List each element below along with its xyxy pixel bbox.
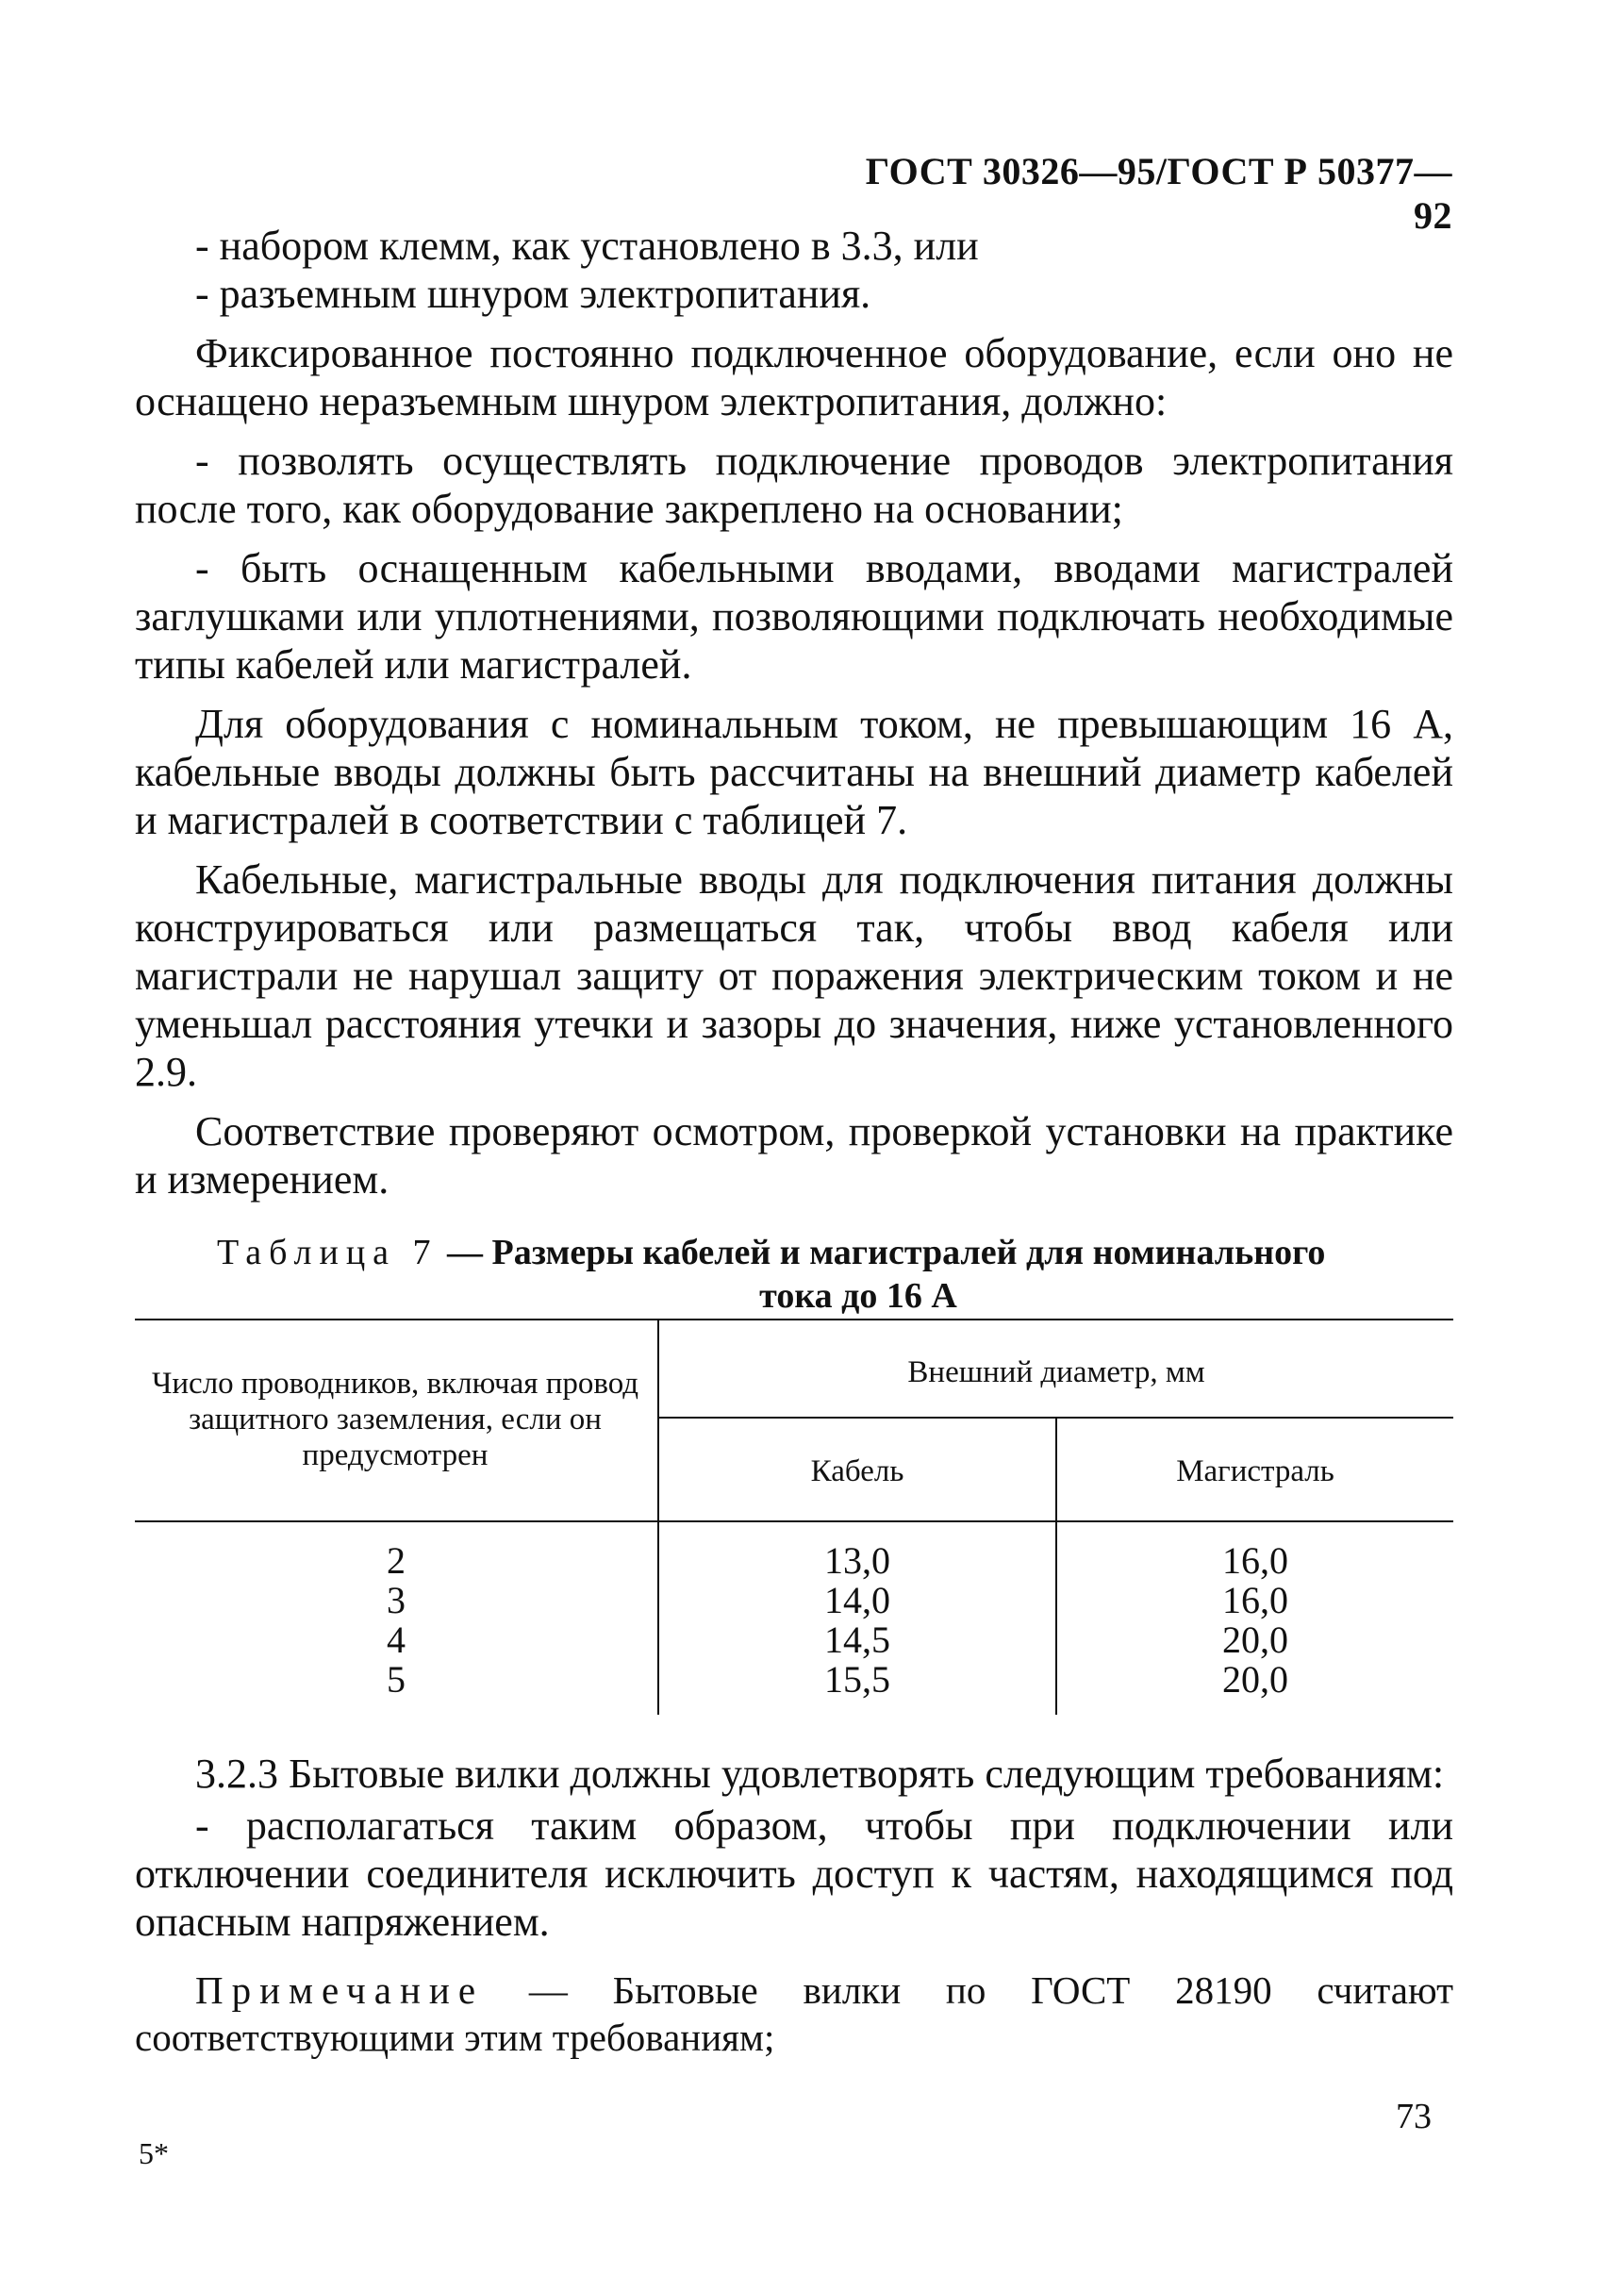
sheet-mark: 5* [139,2136,169,2170]
table-cell-trunk: 20,0 [1222,1658,1288,1701]
list-item-cable-entries: - быть оснащенным кабельными вводами, вводами магистралей заглушками или уплотнениями, позволяющими подключать необходимые типы кабелей или магистралей. [135,545,1453,688]
table-cell-cable: 14,5 [824,1619,890,1661]
table-caption-title-line1: — Размеры кабелей и магистралей для номинального [447,1233,1326,1272]
table-cell-cable: 14,0 [824,1579,890,1621]
table-header-bottom-rule [135,1520,1453,1522]
table-cell-cable: 13,0 [824,1539,890,1582]
list-item-allow-connection: - позволять осуществлять подключение проводов электропитания после того, как оборудование закреплено на основании; [135,438,1453,532]
list-item-detachable-cord: - разъемным шнуром электропитания. [195,271,871,317]
table-caption [217,1231,1443,1318]
table-cell-conductors: 3 [387,1579,406,1621]
paragraph-compliance-check: Соответствие проверяют осмотром, проверкой установки на практике и измерением. [135,1108,1453,1203]
table-top-rule [135,1319,1453,1320]
table-cell-conductors: 4 [387,1619,406,1661]
note [135,1967,1453,2061]
paragraph-fixed-equipment: Фиксированное постоянно подключенное оборудование, если оно не оснащено неразъемным шнуром электропитания, должно: [135,330,1453,424]
standard-header: ГОСТ 30326—95/ГОСТ Р 50377—92 [865,150,1452,237]
table-cell-trunk: 20,0 [1222,1619,1288,1661]
list-item-plug-placement: - располагаться таким образом, чтобы при подключении или отключении соединителя исключить доступ к частям, находящимся под опасным напряжением. [135,1802,1453,1945]
table-cell-conductors: 5 [387,1658,406,1701]
after-table-text [135,1750,1453,2061]
body-text [135,222,1453,1204]
list-item-terminals: - набором клемм, как установлено в 3.3, или [195,223,979,269]
note-label: Примечание [195,1968,485,2012]
table-header-cable: Кабель [810,1454,904,1488]
table-cell-trunk: 16,0 [1222,1579,1288,1621]
table-caption-label: Таблица 7 [217,1233,439,1272]
table-cell-cable: 15,5 [824,1658,890,1701]
paragraph-rated-current: Для оборудования с номинальным током, не превышающим 16 А, кабельные вводы должны быть рассчитаны на внешний диаметр кабелей и магистралей в соответствии с таблицей 7. [135,701,1453,843]
page-number: 73 [1396,2097,1432,2136]
table-cable-sizes [135,1319,1453,1715]
table-cell-conductors: 2 [387,1539,406,1582]
table-cell-trunk: 16,0 [1222,1539,1288,1582]
clause-3-2-3: 3.2.3 Бытовые вилки должны удовлетворять следующим требованиям: [195,1751,1445,1797]
table-header-outer-diameter: Внешний диаметр, мм [907,1355,1205,1389]
table-caption-title-line2: тока до 16 А [759,1276,957,1316]
table-header-conductors: Число проводников, включая провод защитного заземления, если он предусмотрен [151,1367,639,1472]
paragraph-cable-entry-design: Кабельные, магистральные вводы для подключения питания должны конструироваться или размещаться так, чтобы ввод кабеля или магистрали не нарушал защиту от поражения электрическим током и не уменьшал расстояния утечки и зазоры до значения, ниже установленного 2.9. [135,856,1453,1095]
note-text: — Бытовые вилки по ГОСТ 28190 считают соответствующими этим требованиям; [135,1968,1453,2059]
table-header-trunk: Магистраль [1176,1454,1334,1488]
